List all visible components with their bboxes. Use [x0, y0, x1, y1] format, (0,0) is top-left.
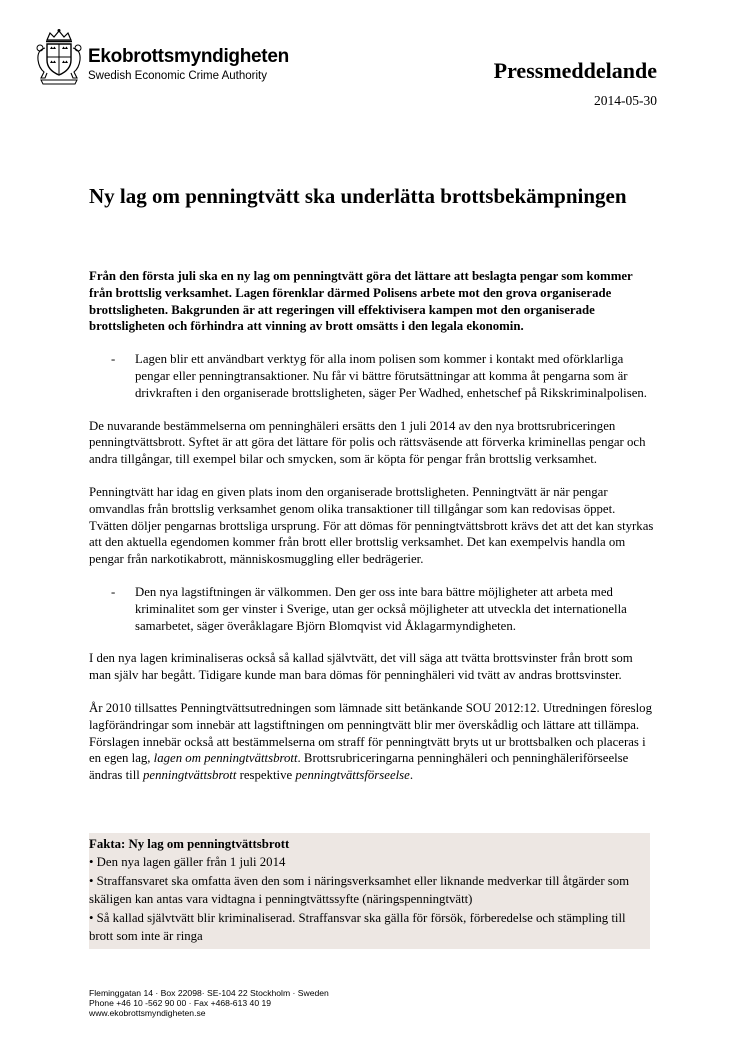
facts-item: • Den nya lagen gäller från 1 juli 2014	[89, 855, 286, 870]
facts-box	[89, 833, 650, 949]
page-footer	[89, 988, 329, 1019]
facts-item: • Straffansvaret ska omfatta även den som i näringsverksamhet eller liknande medverkar till åtgärder som skäligen kan antas vara vidtagna i penningtvättssyfte (näringspenningtvätt)	[89, 873, 630, 907]
coat-of-arms-icon	[33, 28, 85, 88]
italic-offence-name: penningtvättsförseelse	[295, 768, 410, 783]
paragraph-utredning	[89, 700, 655, 784]
paragraph-penningtvatt: Penningtvätt har idag en given plats inom den organiserade brottsligheten. Penningtvätt är när pengar omvandlas från brottslig verksamhet genom olika transaktioner till tillgångar som kan redovisas öppet. Tvätten döljer pengarnas brottsliga ursprung. För att dömas för penningtvättsbrott krävs det att det kan styrkas att den aktuella egendomen kommer från brott eller brottslig verksamhet. Det kan exempelvis handla om pengar från narkotikabrott, människosmuggling eller bedrägerier.	[89, 484, 654, 567]
facts-item: • Så kallad självtvätt blir kriminaliserad. Straffansvar ska gälla för försök, förberedelse och stämpling till brott som inte är ringa	[89, 910, 626, 944]
org-subtitle: Swedish Economic Crime Authority	[88, 70, 267, 82]
text-segment: År 2010 tillsattes Penningtvättsutredningen som lämnade sitt betänkande SOU 2012:12. Utredningen föreslog lagförändringar som innebär att lagstiftningen om penningtvätt blir mer överskådlig och lättare att tillämpa. Förslagen innebär också att bestämmelserna om straff för penningtvätt bryts ut ur brottsbalken och placeras i en egen lag,	[89, 700, 652, 766]
quote-blomqvist	[89, 584, 655, 634]
quote-text: Den nya lagstiftningen är välkommen. Den ger oss inte bara bättre möjligheter att arbeta med kriminalitet som ger vinster i Sverige, utan ger också möjligheter att utveckla det internationella samarbetet, säger överåklagare Björn Blomqvist vid Åklagarmyndigheten.	[135, 584, 627, 633]
footer-website-link[interactable]: www.ekobrottsmyndigheten.se	[89, 1008, 206, 1019]
italic-crime-name: penningtvättsbrott	[143, 768, 237, 783]
footer-phone: Phone +46 10 -562 90 00 · Fax +468-613 40 19	[89, 998, 272, 1009]
text-segment: .	[409, 768, 414, 783]
page-title: Ny lag om penningtvätt ska underlätta brottsbekämpningen	[89, 184, 627, 208]
quote-dash: -	[111, 352, 116, 367]
article-body	[89, 268, 655, 800]
document-type: Pressmeddelande	[493, 58, 657, 83]
footer-address: Fleminggatan 14 · Box 22098· SE-104 22 Stockholm · Sweden	[89, 988, 329, 998]
paragraph-sjalvtvatt: I den nya lagen kriminaliseras också så kallad självtvätt, det vill säga att tvätta brottsvinster från brott som man själv har begått. Tidigare kunde man bara dömas för penninghäleri vid tvätt av andras brottsvinster.	[89, 651, 633, 683]
quote-text: Lagen blir ett användbart verktyg för alla inom polisen som kommer i kontakt med oförklarliga pengar eller penningtransaktioner. Nu får vi bättre förutsättningar att komma åt pengarna som är drivkraften i den organiserade brottsligheten, säger Per Wadhed, enhetschef på Rikskriminalpolisen.	[135, 352, 647, 400]
quote-wadhed	[89, 351, 655, 401]
italic-law-name: lagen om penningtvättsbrott	[153, 751, 298, 766]
text-segment: . Brottsrubriceringarna penninghäleri och penninghäleriförseelse ändras till	[89, 751, 629, 783]
facts-heading: Fakta: Ny lag om penningtvättsbrott	[89, 837, 290, 851]
paragraph-penninghaleri: De nuvarande bestämmelserna om penninghäleri ersätts den 1 juli 2014 av den nya brottsrubriceringen penningtvättsbrott. Syftet är att göra det lättare för polis och rättsväsende att förverka kriminellas pengar och andra tillgångar, till exempel bilar och smycken, som är köpta för pengar från brottslig verksamhet.	[89, 418, 646, 467]
text-segment: respektive	[236, 768, 296, 783]
lead-paragraph: Från den första juli ska en ny lag om penningtvätt göra det lättare att beslagta pengar som kommer från brottslig verksamhet. Lagen förenklar därmed Polisens arbete mot den grova organiserade brottsligheten. Bakgrunden är att regeringen vill effektivisera kampen mot den organiserade brottsligheten och förhindra att vinning av brott omsätts i den legala ekonomin.	[89, 269, 633, 334]
quote-dash: -	[111, 584, 116, 599]
agency-logo	[33, 28, 293, 90]
org-name: Ekobrottsmyndigheten	[88, 46, 289, 67]
document-date: 2014-05-30	[594, 93, 657, 108]
